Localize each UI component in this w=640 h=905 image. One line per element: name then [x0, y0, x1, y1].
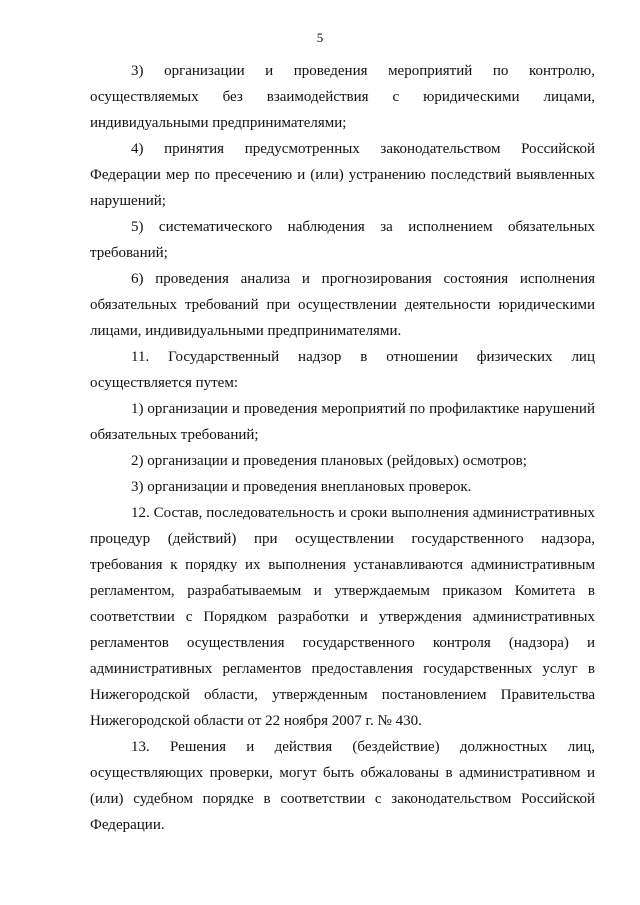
paragraph-item-5-systematic-monitoring: 5) систематического наблюдения за исполнением обязательных требований;: [90, 219, 595, 261]
paragraph-item-3-unscheduled-checks: 3) организации и проведения внеплановых проверок.: [131, 479, 472, 495]
paragraph-item-2-planned-inspections: 2) организации и проведения плановых (рейдовых) осмотров;: [131, 453, 527, 469]
page-number: 5: [316, 30, 324, 45]
paragraph-section-11-individuals: 11. Государственный надзор в отношении физических лиц осуществляется путем:: [90, 349, 595, 391]
paragraph-section-12-procedures: 12. Состав, последовательность и сроки выполнения административных процедур (действий) при осуществлении государственного надзора, требования к порядку их выполнения устанавливаются административным регламентом, разрабатываемым и утверждаемым приказом Комитета в соответствии с Порядком разработки и утверждения административных регламентов осуществления государственного контроля (надзора) и административных регламентов предоставления государственных услуг в Нижегородской области, утвержденным постановлением Правительства Нижегородской области от 22 ноября 2007 г. № 430.: [90, 505, 595, 729]
document-body: [90, 58, 595, 838]
paragraph-section-13-appeals: 13. Решения и действия (бездействие) должностных лиц, осуществляющих проверки, могут быть обжалованы в административном и (или) судебном порядке в соответствии с законодательством Российской Федерации.: [90, 739, 595, 833]
paragraph-item-3-contact-free-control: 3) организации и проведения мероприятий по контролю, осуществляемых без взаимодействия с юридическими лицами, индивидуальными предпринимателями;: [90, 63, 595, 131]
paragraph-item-1-prevention: 1) организации и проведения мероприятий по профилактике нарушений обязательных требований;: [90, 401, 595, 443]
paragraph-item-6-analysis-forecasting: 6) проведения анализа и прогнозирования состояния исполнения обязательных требований при осуществлении деятельности юридическими лицами, индивидуальными предпринимателями.: [90, 271, 595, 339]
paragraph-item-4-violation-measures: 4) принятия предусмотренных законодательством Российской Федерации мер по пресечению и (или) устранению последствий выявленных нарушений;: [90, 141, 595, 209]
